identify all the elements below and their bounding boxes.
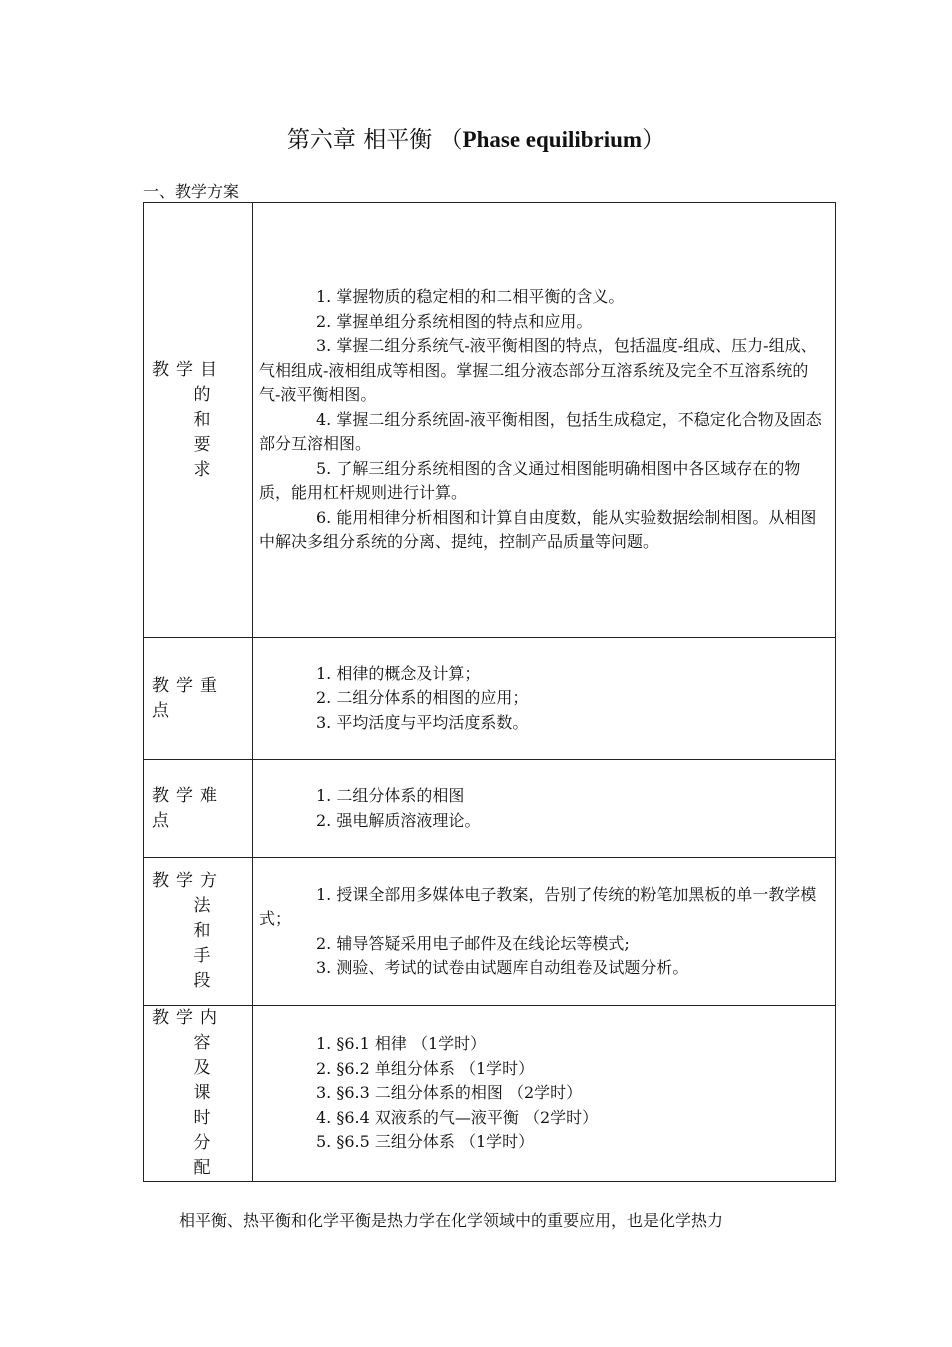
objectives-content [253, 203, 836, 638]
content-allocation-label-first: 教学内 [152, 1008, 224, 1028]
difficulties-label-first: 教学难 [152, 785, 224, 806]
label-char: 手 [193, 946, 211, 966]
list-item: 1. 相律的概念及计算； [316, 663, 481, 683]
list-item: 3. §6.3 二组分体系的相图 （2学时） [316, 1083, 583, 1103]
table-row [144, 760, 836, 858]
list-item: 5. §6.5 三组分体系 （1学时） [316, 1132, 535, 1152]
section-heading: 一、教学方案 [143, 182, 240, 201]
teaching-plan-table [143, 202, 836, 1182]
label-char: 和 [193, 921, 211, 941]
list-item: 2. 强电解质溶液理论。 [316, 810, 481, 830]
list-item: 4. §6.4 双液系的气—液平衡 （2学时） [316, 1107, 599, 1127]
methods-label-first: 教学方 [152, 871, 224, 891]
label-char: 求 [193, 459, 211, 480]
label-char: 段 [193, 971, 211, 991]
list-item: 3. 平均活度与平均活度系数。 [316, 712, 529, 732]
methods-content [253, 858, 836, 1006]
difficulties-label [144, 760, 253, 858]
title-english: Phase equilibrium [462, 127, 643, 152]
list-item: 1. 掌握物质的稳定相的和二相平衡的含义。 [316, 287, 625, 307]
label-char: 要 [193, 434, 211, 455]
list-item: 2. §6.2 单组分体系 （1学时） [316, 1058, 535, 1078]
label-char: 的 [193, 384, 211, 405]
objectives-label-first: 教学目 [152, 359, 224, 380]
difficulties-content [253, 760, 836, 858]
key-points-label [144, 638, 253, 760]
label-char: 配 [193, 1158, 211, 1178]
list-item: 1. 二组分体系的相图 [316, 786, 465, 805]
label-char: 和 [193, 409, 211, 430]
label-char: 法 [193, 896, 211, 916]
list-item: 1. 授课全部用多媒体电子教案，告别了传统的粉笔加黑板的单一教学模式； [259, 884, 817, 928]
label-char: 分 [193, 1133, 211, 1153]
page-title [0, 124, 952, 156]
label-char: 时 [193, 1108, 211, 1128]
title-chinese: 第六章 相平衡 （ [286, 127, 463, 153]
key-points-label-first: 教学重 [152, 675, 224, 696]
key-points-content [253, 638, 836, 760]
content-allocation-label [144, 1006, 253, 1182]
label-char: 课 [193, 1083, 211, 1103]
list-item: 2. 二组分体系的相图的应用； [316, 688, 529, 708]
label-char: 点 [152, 700, 169, 721]
title-close: ） [642, 127, 666, 153]
table-row [144, 638, 836, 760]
label-char: 点 [152, 810, 169, 831]
label-char: 容 [193, 1033, 211, 1053]
table-row [144, 1006, 836, 1182]
methods-label [144, 858, 253, 1006]
list-item: 3. 测验、考试的试卷由试题库自动组卷及试题分析。 [316, 958, 689, 977]
list-item: 2. 辅导答疑采用电子邮件及在线论坛等模式; [316, 933, 630, 953]
list-item: 3. 掌握二组分系统气-液平衡相图的特点，包括温度-组成、压力-组成、气相组成-液相组成等相图。掌握二组分液态部分互溶系统及完全不互溶系统的气-液平衡相图。 [259, 336, 817, 405]
table-row [144, 203, 836, 638]
objectives-label [144, 203, 253, 638]
content-allocation-content [253, 1006, 836, 1182]
list-item: 5. 了解三组分系统相图的含义通过相图能明确相图中各区域存在的物质，能用杠杆规则进行计算。 [259, 458, 801, 503]
footer-paragraph: 相平衡、热平衡和化学平衡是热力学在化学领域中的重要应用，也是化学热力 [179, 1211, 724, 1230]
list-item: 6. 能用相律分析相图和计算自由度数，能从实验数据绘制相图。从相图中解决多组分系统的分离、提纯，控制产品质量等问题。 [259, 507, 817, 552]
list-item: 1. §6.1 相律 （1学时） [316, 1034, 487, 1054]
list-item: 2. 掌握单组分系统相图的特点和应用。 [316, 311, 593, 331]
list-item: 4. 掌握二组分系统固-液平衡相图，包括生成稳定，不稳定化合物及固态部分互溶相图。 [259, 409, 822, 454]
label-char: 及 [193, 1058, 211, 1078]
table-row [144, 858, 836, 1006]
